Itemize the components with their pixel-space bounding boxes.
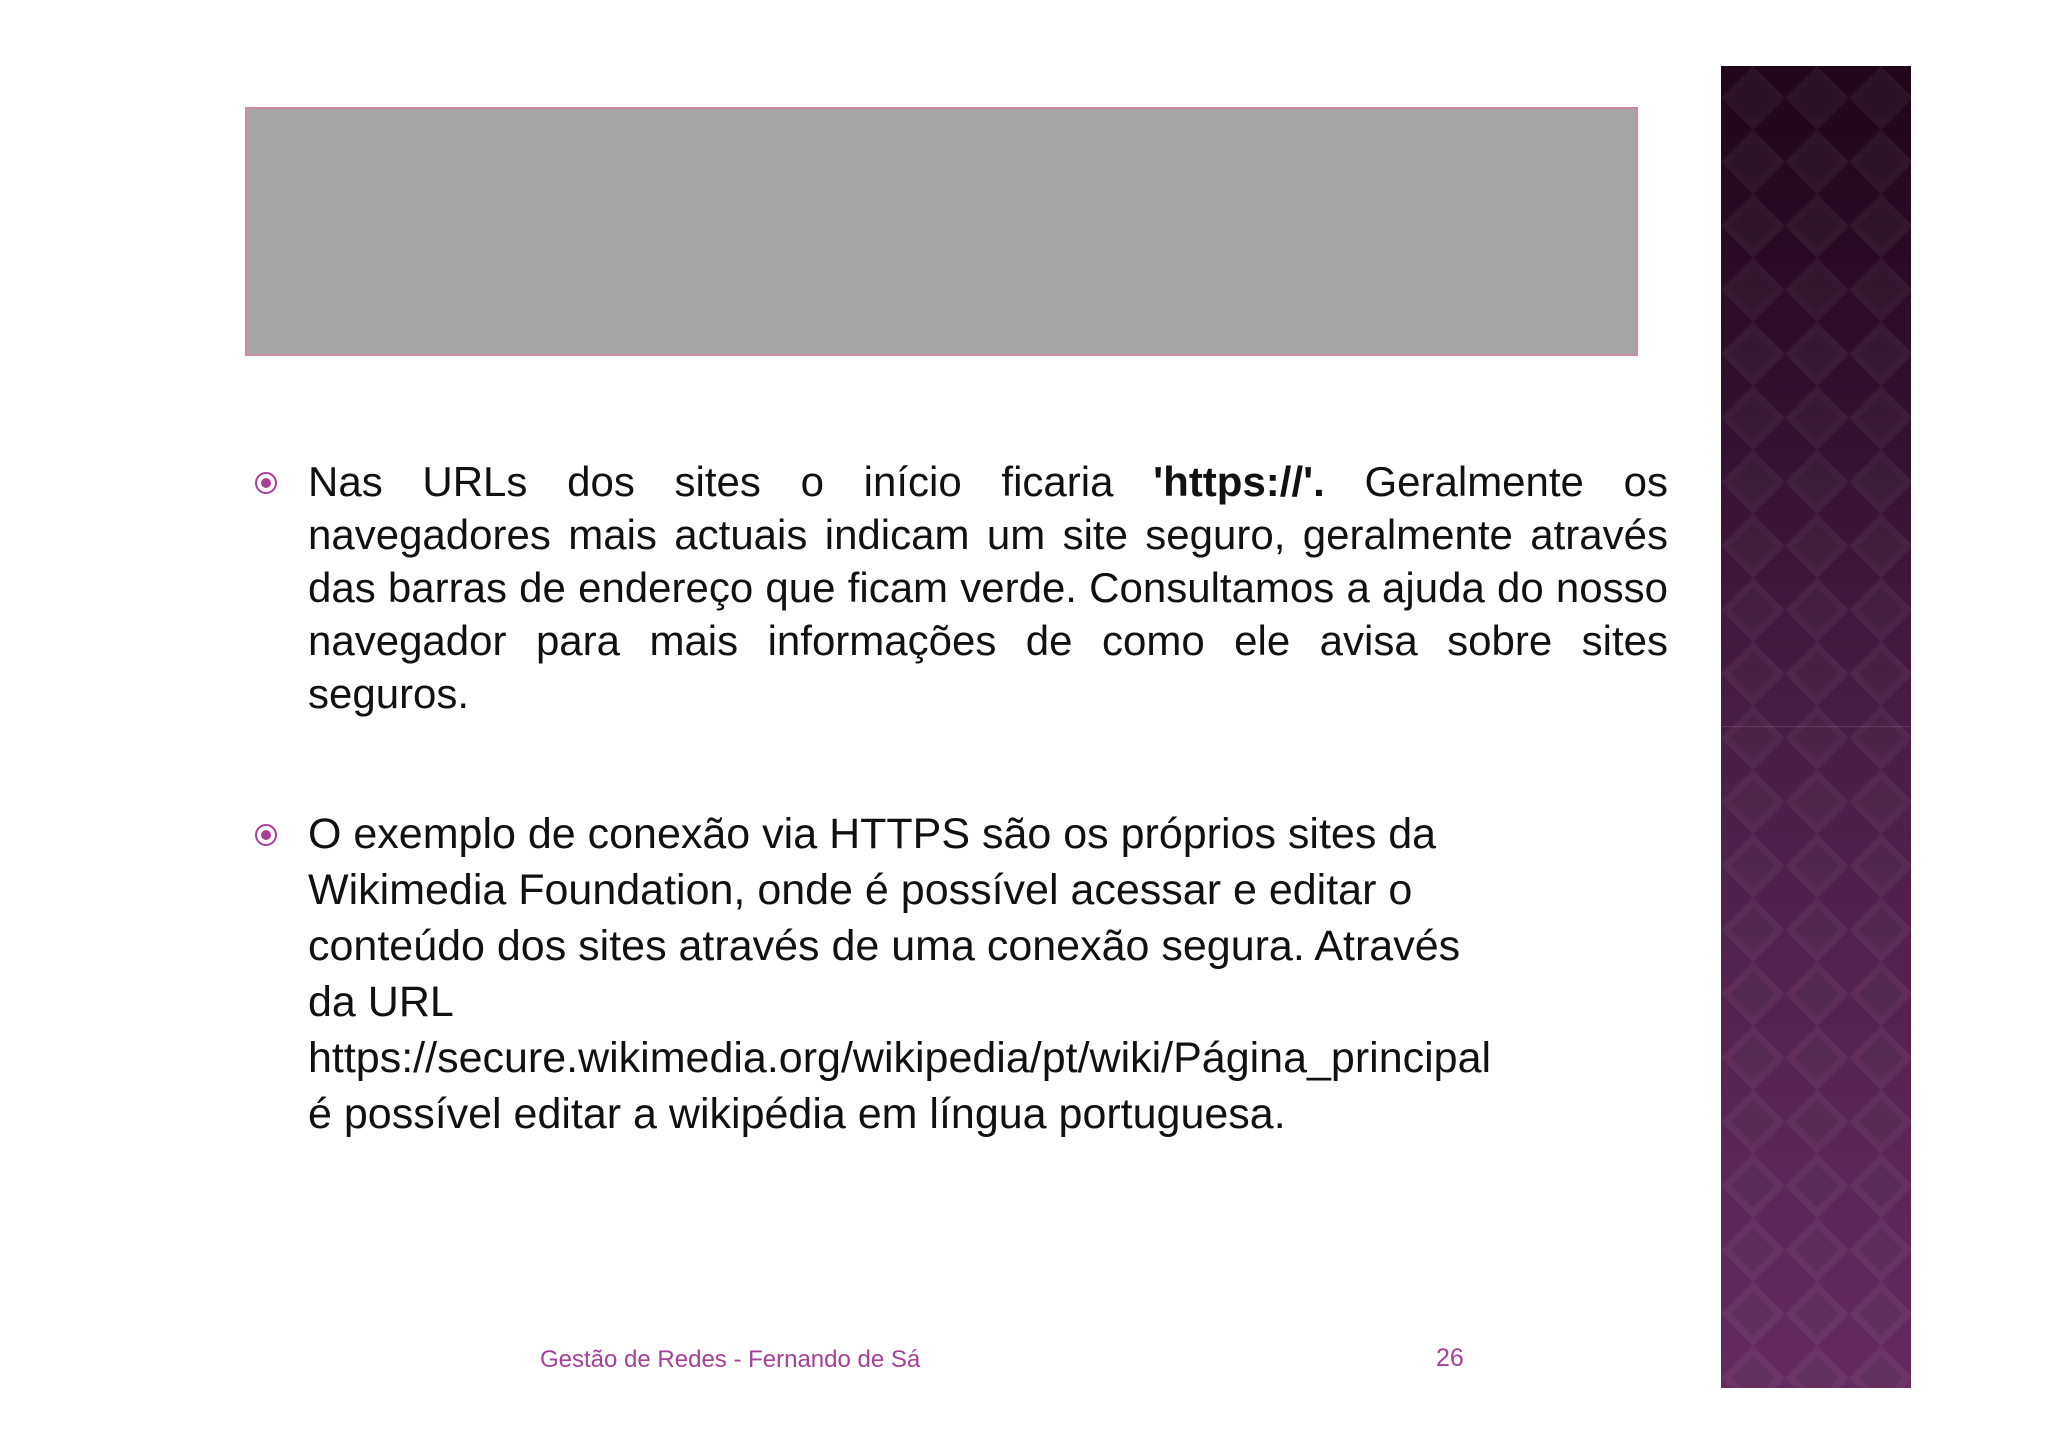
bullet-text-end: Geralmente os navegadores mais actuais indicam um site seguro, geralmente através das barras de endereço que ficam verde. Consultamos a ajuda do nosso navegador para mais informações de como ele avisa sobre sites seguros. (308, 458, 1668, 717)
radio-bullet-icon (255, 824, 277, 846)
bullet-line: da URL (308, 978, 454, 1026)
page-number: 26 (1436, 1344, 1464, 1372)
title-placeholder (245, 107, 1638, 356)
decorative-side-panel (1721, 66, 1911, 1388)
bullet-https-urls (255, 455, 1668, 720)
bullet-line: é possível editar a wikipédia em língua portuguesa. (308, 1090, 1286, 1138)
https-prefix-bold: 'https://'. (1153, 458, 1325, 505)
bullet-line: Wikimedia Foundation, onde é possível acessar e editar o (308, 866, 1413, 914)
slide-content (255, 455, 1668, 1142)
bullet-wikimedia-example (255, 806, 1668, 1142)
radio-bullet-icon (255, 472, 277, 494)
panel-seam (1721, 726, 1911, 727)
url-text: https://secure.wikimedia.org/wikipedia/pt/wiki/Página_principal (308, 1034, 1492, 1082)
footer-text: Gestão de Redes - Fernando de Sá (540, 1346, 921, 1373)
bullet-text-start: Nas URLs dos sites o início ficaria (308, 458, 1154, 505)
bullet-text (308, 458, 1668, 717)
diamond-pattern (1721, 66, 1911, 1388)
bullet-line: conteúdo dos sites através de uma conexão segura. Através (308, 922, 1461, 970)
bullet-line: O exemplo de conexão via HTTPS são os próprios sites da (308, 810, 1437, 858)
